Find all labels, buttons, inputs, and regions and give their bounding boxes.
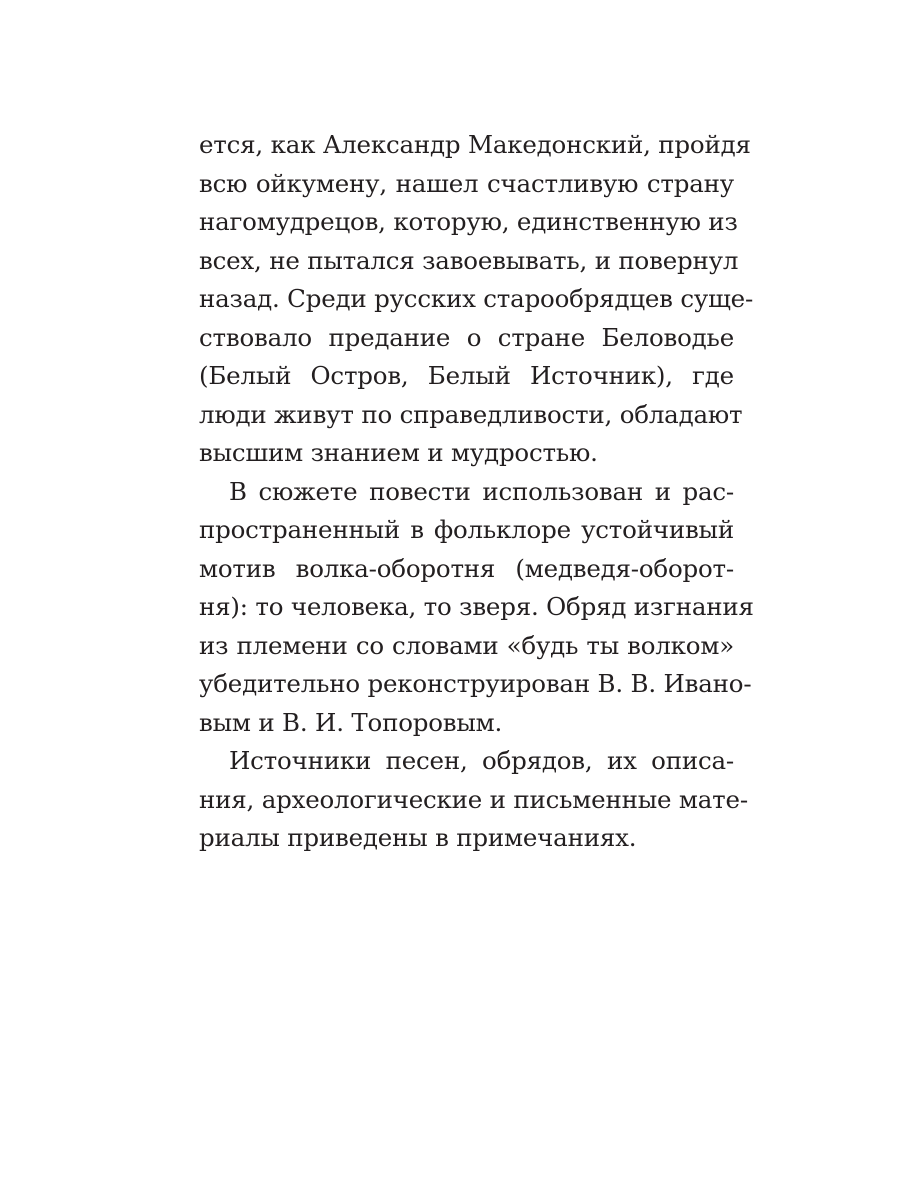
text-line: ня): то человека, то зверя. Обряд изгнания bbox=[199, 592, 754, 621]
text-line: люди живут по справедливости, обладают bbox=[199, 399, 743, 429]
paragraph-2 bbox=[199, 473, 754, 743]
paragraph-1 bbox=[199, 126, 754, 473]
text-line: из племени со словами «будь ты волком» bbox=[199, 630, 734, 660]
text-line: пространенный в фольклоре устойчивый bbox=[199, 515, 734, 544]
text-line: высшим знанием и мудростью. bbox=[199, 438, 598, 467]
text-line: ния, археологические и письменные мате- bbox=[199, 784, 748, 814]
text-line: риалы приведены в примечаниях. bbox=[199, 823, 637, 852]
text-line: убедительно реконструирован В. В. Ивано- bbox=[199, 669, 752, 698]
text-line: Источники песен, обрядов, их описа- bbox=[229, 746, 734, 775]
text-line: всю ойкумену, нашел счастливую страну bbox=[199, 168, 734, 198]
text-line: вым и В. И. Топоровым. bbox=[199, 707, 503, 737]
text-line: нагомудрецов, которую, единственную из bbox=[199, 207, 738, 236]
text-line: назад. Среди русских старообрядцев суще- bbox=[199, 284, 754, 313]
text-line: всех, не пытался завоевывать, и повернул bbox=[199, 245, 739, 275]
text-line: ствовало предание о стране Беловодье bbox=[199, 322, 734, 352]
paragraph-3 bbox=[199, 742, 748, 858]
text-line: мотив волка-оборотня (медведя-оборот- bbox=[199, 553, 734, 583]
text-line: ется, как Александр Македонский, пройдя bbox=[199, 130, 751, 159]
text-line: (Белый Остров, Белый Источник), где bbox=[199, 361, 734, 390]
body-text bbox=[199, 126, 754, 858]
text-line: В сюжете повести использован и рас- bbox=[229, 476, 734, 506]
